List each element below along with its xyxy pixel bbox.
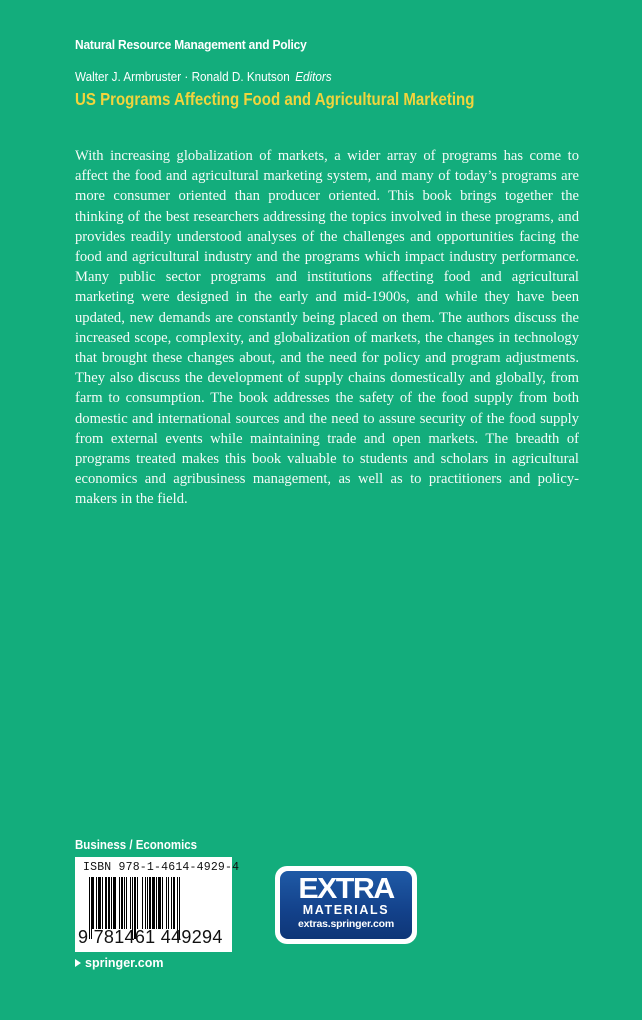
series-name: Natural Resource Management and Policy (75, 37, 307, 52)
materials-word: MATERIALS (302, 903, 390, 917)
book-description: With increasing globalization of markets, a wider array of programs has come to affect the food and agricultural marketing system, and many of today’s programs are more consumer oriented than producer oriented. This book brings together the thinking of the best researchers addressing the topics involved in these programs, and provides readily understood analyses of the challenges and opportunities facing the food and agricultural industry and the programs which impact industry performance. Many public sector programs and institutions affecting food and agricultural marketing were designed in the early and mid-1900s, and while they have been updated, new demands are constantly being placed on them. The authors discuss the increased scope, complexity, and globalization of markets, the changes in technology that brought these changes about, and the need for policy and program adjustments. They also discuss the development of supply chains domestically and globally, from farm to consumption. The book addresses the safety of the food supply from both domestic and international sources and the need to assure security of the food supply from external events while maintaining trade and open markets. The breadth of programs treated makes this book valuable to students and scholars in agricultural economics and agribusiness management, as well as to practitioners and policy-makers in the field. (75, 148, 579, 508)
barcode-digits: 9 781461 449294 (78, 927, 223, 947)
extra-word: EXTRA (298, 873, 394, 905)
publisher-link[interactable] (75, 956, 164, 970)
barcode-bars (89, 877, 227, 933)
extras-url: extras.springer.com (298, 918, 394, 930)
book-title: US Programs Affecting Food and Agricultural Marketing (75, 89, 475, 109)
editors-names: Walter J. Armbruster · Ronald D. Knutson (75, 69, 290, 84)
extra-materials-badge-inner (280, 871, 412, 939)
play-arrow-icon (75, 959, 81, 967)
publisher-link-text: springer.com (85, 956, 164, 970)
isbn-label: ISBN 978-1-4614-4929-4 (83, 861, 240, 874)
subject-category: Business / Economics (75, 838, 198, 852)
editors-line (75, 69, 332, 84)
editors-role: Editors (295, 69, 332, 84)
extra-materials-badge[interactable] (275, 866, 417, 944)
isbn-barcode (75, 857, 240, 952)
